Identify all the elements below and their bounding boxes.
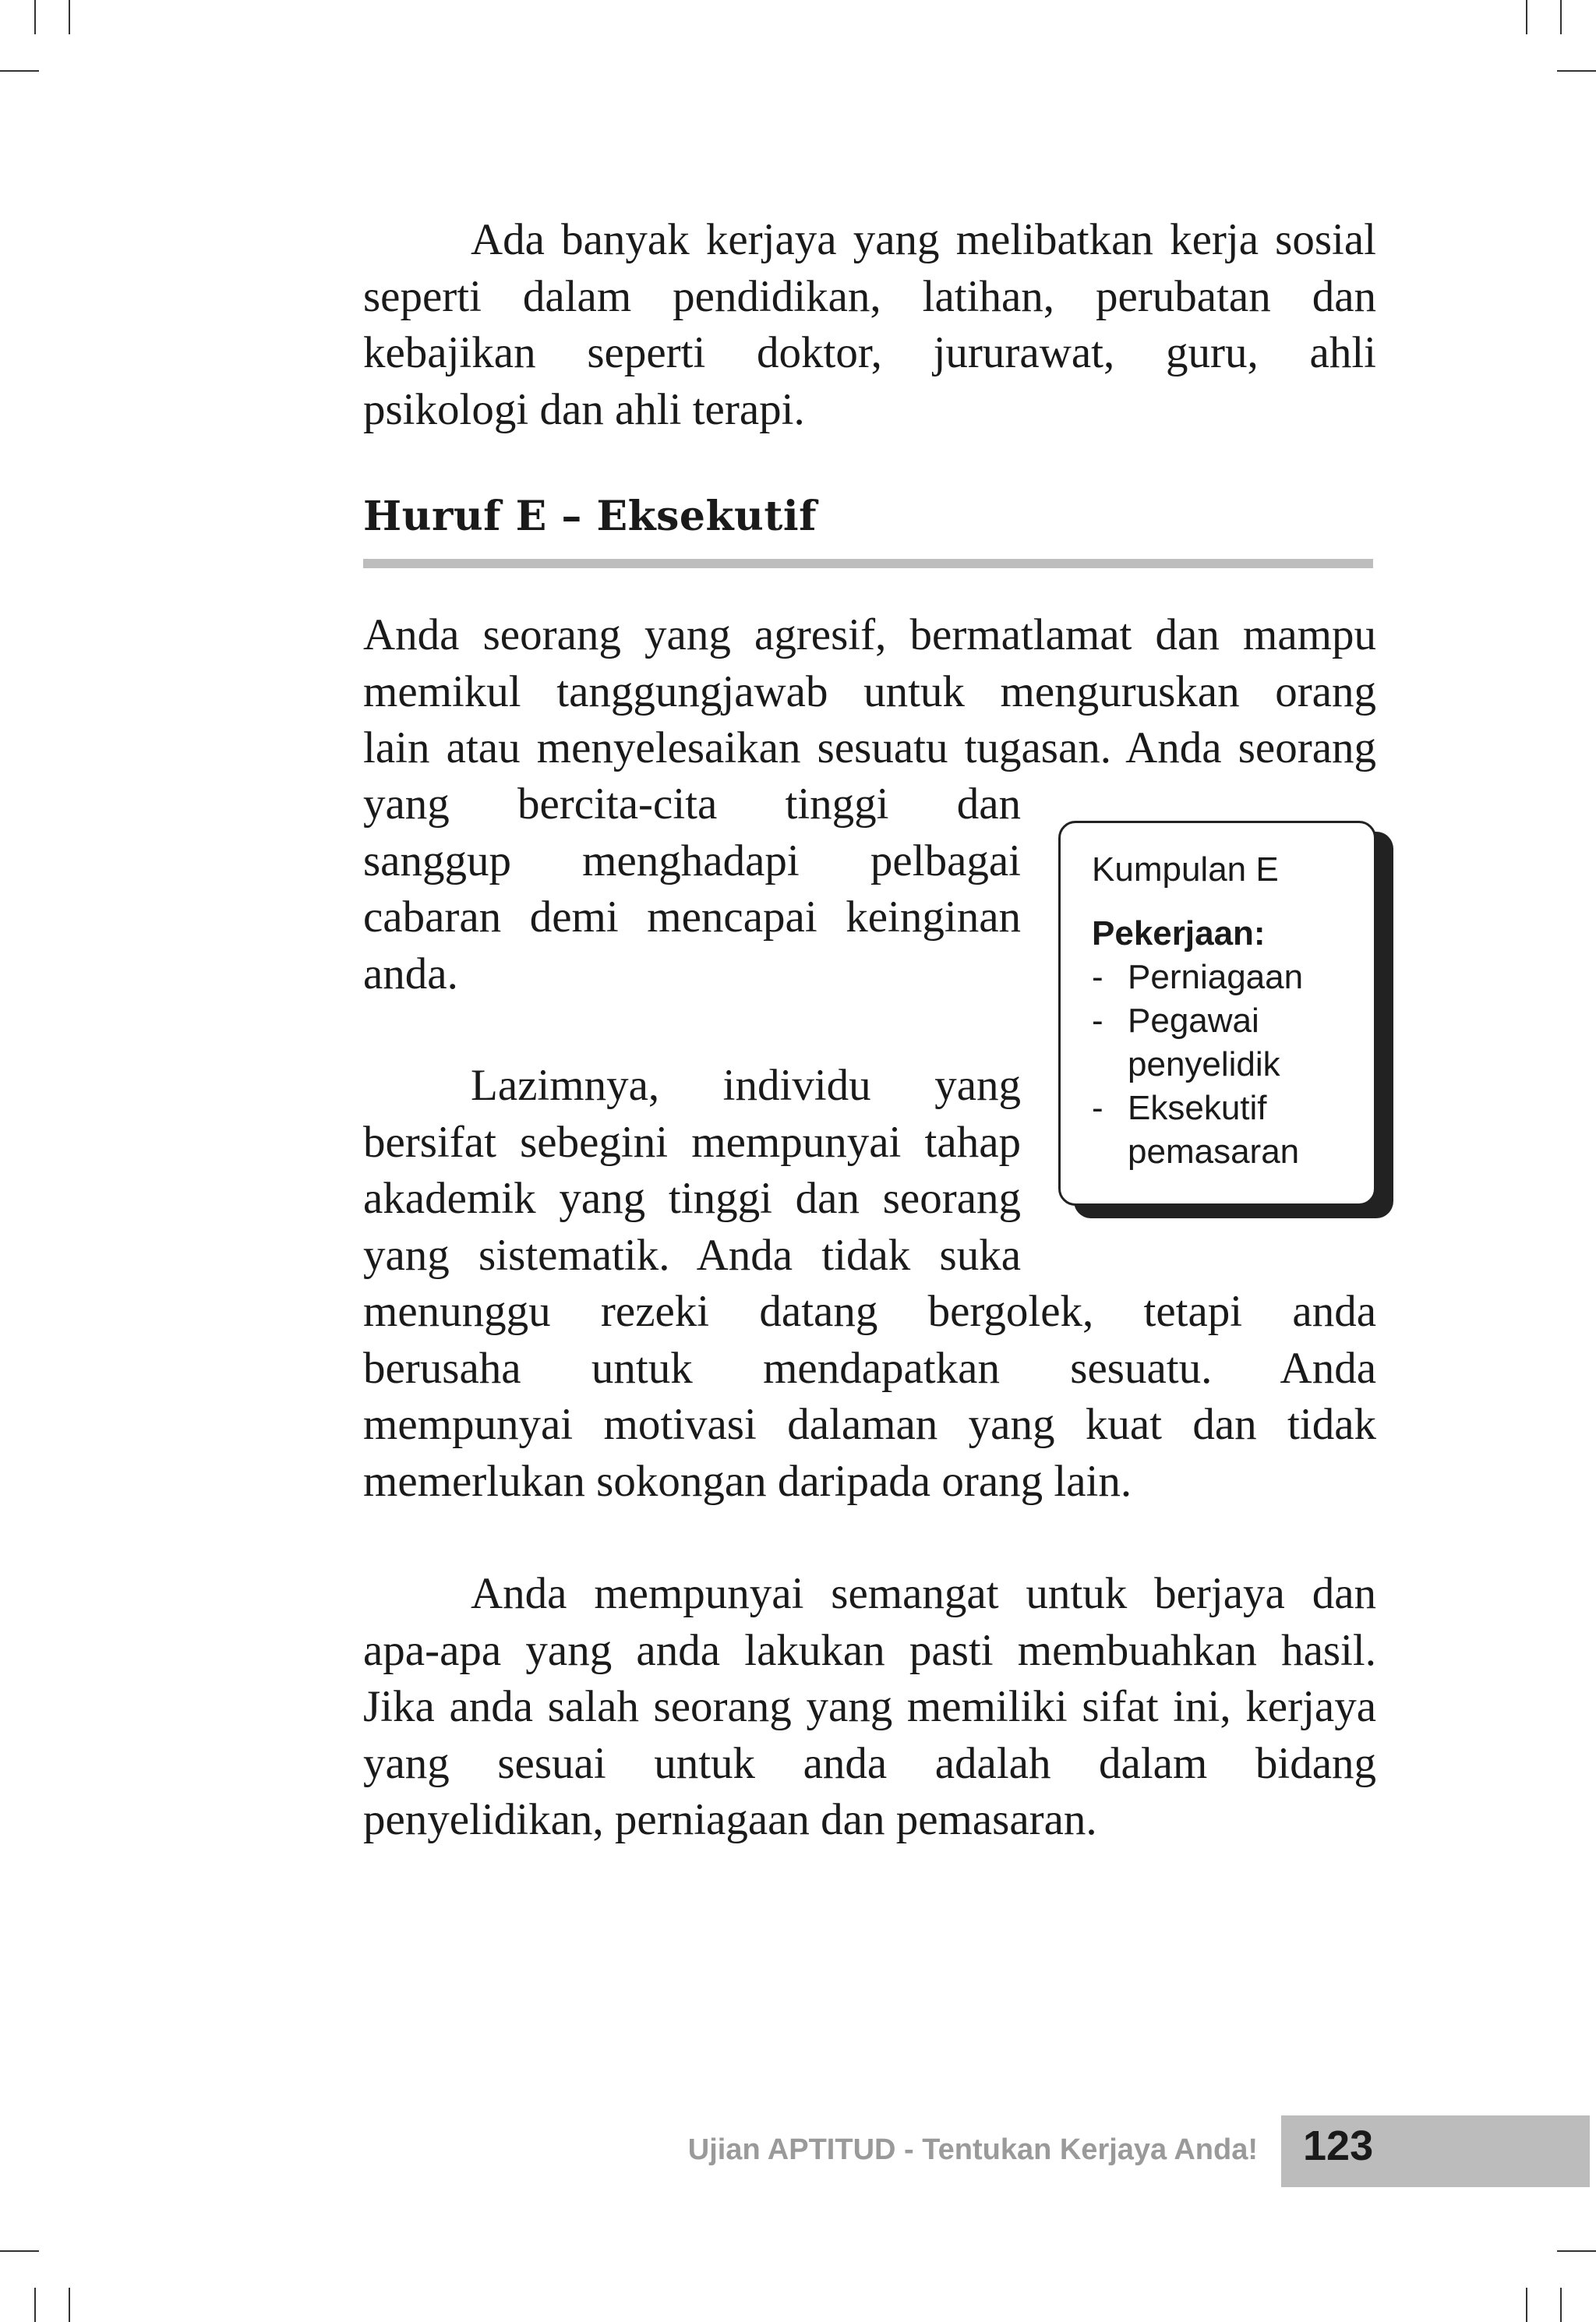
text-line: Jika anda salah seorang yang memiliki sifat ini, kerjaya <box>363 1682 1376 1731</box>
sidebox-title: Kumpulan E <box>1092 850 1279 889</box>
text-line: penyelidikan, perniagaan dan pemasaran. <box>363 1795 1097 1844</box>
text-line: cabaran demi mencapai keinginan <box>363 892 1021 942</box>
list-item <box>1092 999 1374 1087</box>
dash-bullet: - <box>1092 958 1103 996</box>
text-line: kebajikan seperti doktor, jururawat, guru, ahli <box>363 328 1376 377</box>
paragraph-traits <box>363 1058 1021 1284</box>
text-line: yang bercita-cita tinggi dan <box>363 779 1021 829</box>
text-line: memikul tanggungjawab untuk menguruskan orang <box>363 666 1376 716</box>
footer-book-title: Ujian APTITUD - Tentukan Kerjaya Anda! <box>687 2133 1258 2166</box>
text-line: berusaha untuk mendapatkan sesuatu. Anda <box>363 1343 1376 1393</box>
text-line: seperti dalam pendidikan, latihan, perubatan dan <box>363 271 1376 321</box>
crop-mark <box>0 2250 39 2252</box>
text-line: akademik yang tinggi dan seorang <box>363 1174 1021 1223</box>
paragraph-conclusion <box>363 1566 1376 1849</box>
crop-mark <box>34 2288 36 2322</box>
crop-mark <box>1560 0 1562 34</box>
paragraph-executive-wrap <box>363 776 1021 1002</box>
page-number: 123 <box>1303 2122 1374 2169</box>
list-item-text: Pegawai <box>1128 1002 1259 1040</box>
text-line: Anda seorang yang agresif, bermatlamat dan mampu <box>363 610 1376 659</box>
crop-mark <box>69 2288 70 2322</box>
sidebox-kumpulan-e <box>1058 821 1376 1206</box>
text-line: Anda mempunyai semangat untuk berjaya dan <box>471 1569 1376 1618</box>
text-line: bersifat sebegini mempunyai tahap <box>363 1117 1021 1167</box>
sidebox-subtitle: Pekerjaan: <box>1092 914 1266 952</box>
section-heading: Huruf E – Eksekutif <box>363 493 817 540</box>
crop-mark <box>1557 2250 1596 2252</box>
crop-mark <box>0 70 39 72</box>
dash-bullet: - <box>1092 1002 1103 1040</box>
list-item <box>1092 1087 1374 1174</box>
paragraph-intro <box>363 212 1376 438</box>
text-line: yang sistematik. Anda tidak suka <box>363 1230 1021 1280</box>
paragraph-traits-continued <box>363 1284 1376 1510</box>
list-item-text: Perniagaan <box>1128 958 1304 996</box>
heading-underline <box>363 559 1373 568</box>
crop-mark <box>34 0 36 34</box>
list-item-text: Eksekutif <box>1128 1089 1267 1127</box>
text-line: lain atau menyelesaikan sesuatu tugasan. Anda seorang <box>363 723 1376 772</box>
text-line: menunggu rezeki datang bergolek, tetapi anda <box>363 1287 1376 1336</box>
text-line: mempunyai motivasi dalaman yang kuat dan tidak <box>363 1400 1376 1449</box>
crop-mark <box>1526 2288 1527 2322</box>
crop-mark <box>1557 70 1596 72</box>
text-line: Ada banyak kerjaya yang melibatkan kerja sosial <box>471 215 1376 264</box>
text-line: Lazimnya, individu yang <box>471 1061 1021 1110</box>
crop-mark <box>1526 0 1527 34</box>
dash-bullet: - <box>1092 1089 1103 1127</box>
crop-mark <box>69 0 70 34</box>
list-item-text: pemasaran <box>1128 1133 1300 1171</box>
list-item-text: penyelidik <box>1128 1045 1280 1083</box>
text-line: psikologi dan ahli terapi. <box>363 384 805 434</box>
text-line: yang sesuai untuk anda adalah dalam bidang <box>363 1738 1376 1788</box>
list-item <box>1092 956 1374 999</box>
text-line: sanggup menghadapi pelbagai <box>363 836 1021 885</box>
crop-mark <box>1560 2288 1562 2322</box>
text-line: memerlukan sokongan daripada orang lain. <box>363 1456 1132 1506</box>
text-line: anda. <box>363 949 458 998</box>
paragraph-executive <box>363 607 1376 777</box>
text-line: apa-apa yang anda lakukan pasti membuahkan hasil. <box>363 1625 1376 1675</box>
